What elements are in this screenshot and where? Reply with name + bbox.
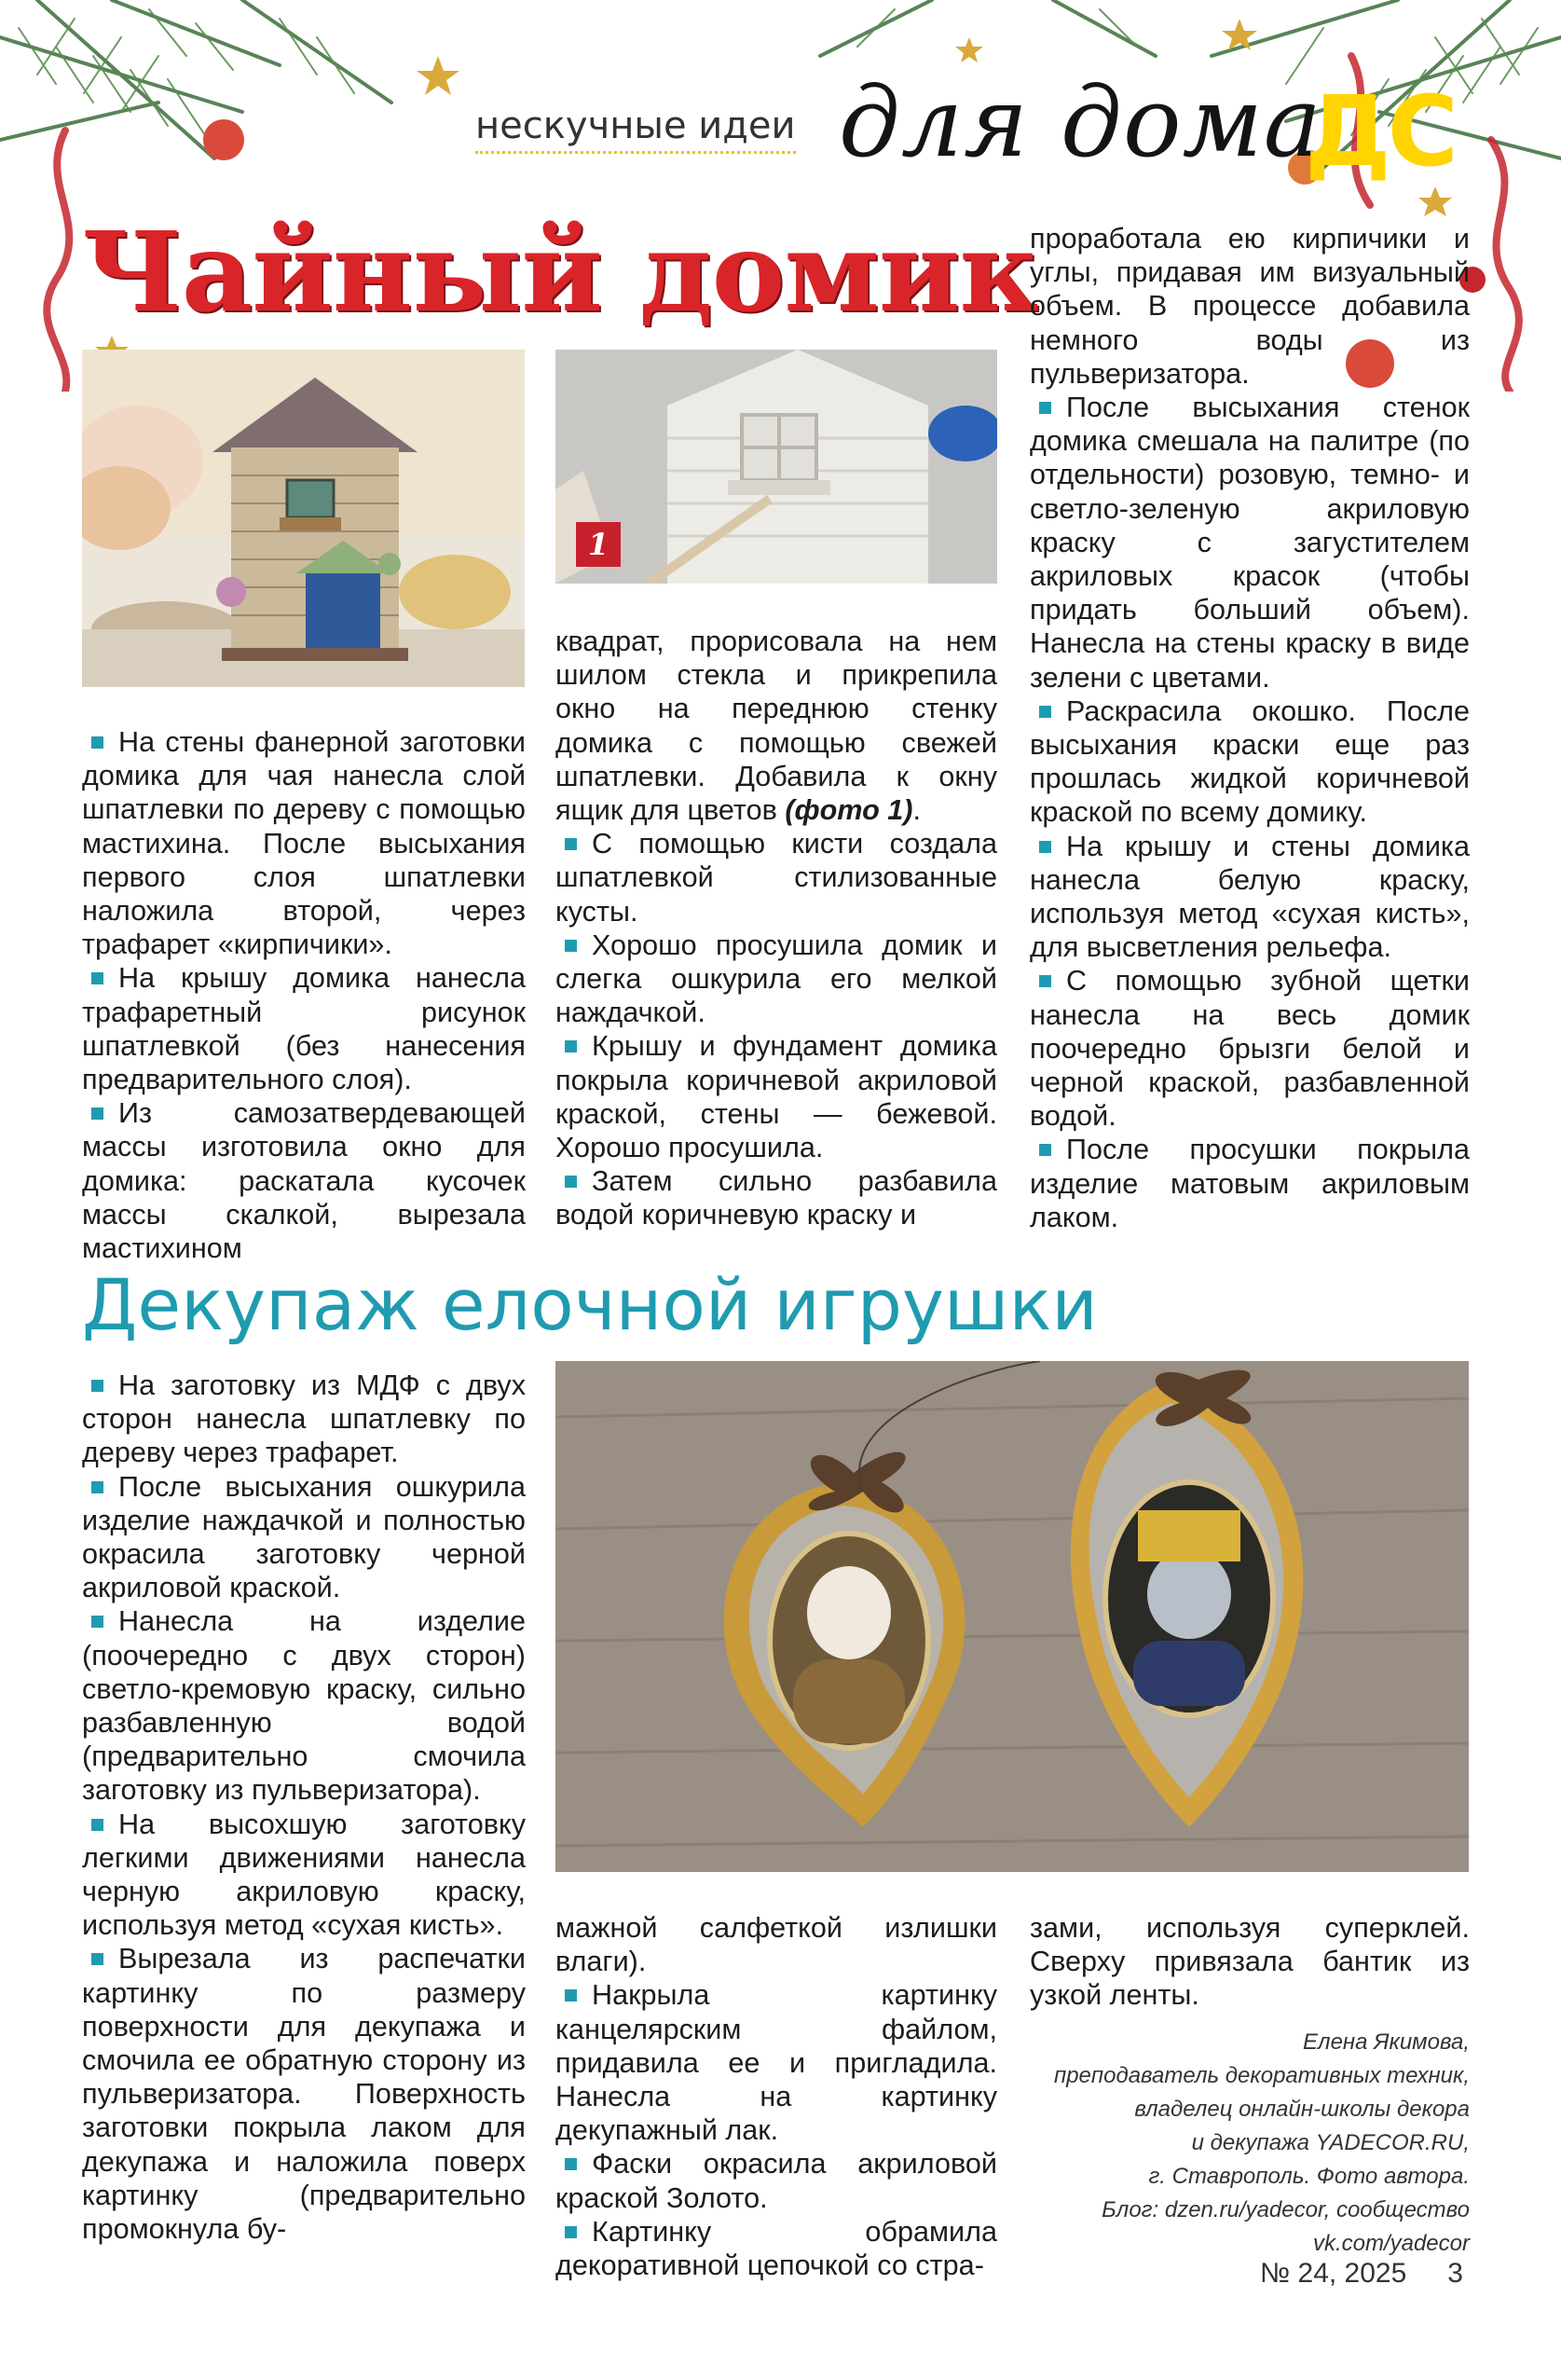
article1-column-2 <box>555 625 997 1232</box>
paragraph: мажной салфеткой излишки влаги). <box>555 1912 997 1978</box>
bullet-marker <box>565 2226 577 2238</box>
page-footer <box>1260 2258 1463 2290</box>
paragraph: С помощью зубной щетки нанесла на весь домик поочередно брызги белой и черной краской, разбавленной водой. <box>1030 965 1470 1133</box>
bullet-marker <box>91 736 103 749</box>
paragraph: На заготовку из МДФ с двух сторон нанесла шпатлевку по дереву через трафарет. <box>82 1369 526 1469</box>
page-number: 3 <box>1447 2258 1463 2289</box>
paragraph: На крышу и стены домика нанесла белую краску, используя метод «сухая кисть», для высветления рельефа. <box>1030 830 1470 964</box>
paragraph: Хорошо просушила домик и слегка ошкурила его мелкой наждачкой. <box>555 929 997 1029</box>
bullet-marker <box>565 940 577 952</box>
bullet-marker <box>565 1176 577 1188</box>
paragraph: проработала ею кирпичики и углы, придавая им визуальный объем. В процессе добавила немного воды из пульверизатора. <box>1030 223 1470 390</box>
bullet-marker <box>91 1953 103 1965</box>
paragraph: квадрат, прорисовала на нем шилом стекла и прикрепила окно на переднюю стенку домика с помощью свежей шпатлевки. Добавила к окну ящик для цветов (фото 1). <box>555 626 997 827</box>
tea-house-photo <box>82 350 525 687</box>
bullet-marker <box>91 1380 103 1392</box>
bullet-marker <box>91 972 103 984</box>
photo-number-badge: 1 <box>576 522 621 567</box>
paragraph: После высыхания стенок домика смешала на палитре (по отдельности) розовую, темно- и светло-зеленую акриловую краску с загустителем акриловых красок (чтобы придать больший объем). Нанесла на стены краску в виде зелени с цветами. <box>1030 392 1470 694</box>
paragraph: Фаски окрасила акриловой краской Золото. <box>555 2148 997 2214</box>
bullet-marker <box>565 1040 577 1052</box>
article1-column-1 <box>82 725 526 1265</box>
bullet-marker <box>91 1481 103 1493</box>
paragraph: На высохшую заготовку легкими движениями нанесла черную акриловую краску, используя метод «сухая кисть». <box>82 1808 526 1942</box>
paragraph: Вырезала из распечатки картинку по размеру поверхности для декупажа и смочила ее обратную сторону из пульверизатора. Поверхность заготовки покрыла лаком для декупажа и наложила поверх картинку (предварительно промокнула бу- <box>82 1943 526 2246</box>
bullet-marker <box>1039 706 1051 718</box>
author-line: преподаватель декоративных техник, <box>1053 2062 1470 2088</box>
article2-column-2 <box>555 1911 997 2282</box>
author-line: vk.com/yadecor <box>1312 2230 1470 2256</box>
bullet-marker <box>565 838 577 850</box>
bullet-marker <box>1039 975 1051 987</box>
paragraph: Затем сильно разбавила водой коричневую краску и <box>555 1165 997 1231</box>
bullet-marker <box>1039 402 1051 414</box>
paragraph: После высыхания ошкурила изделие наждачкой и полностью окрасила заготовку черной акриловой краской. <box>82 1470 526 1604</box>
paragraph: зами, используя суперклей. Сверху привязала бантик из узкой ленты. <box>1030 1912 1470 2012</box>
ornaments-photo <box>555 1361 1469 1872</box>
paragraph: Крышу и фундамент домика покрыла коричневой акриловой краской, стены — бежевой. Хорошо просушила. <box>555 1030 997 1164</box>
photo-reference: (фото 1) <box>785 794 913 827</box>
paragraph: С помощью кисти создала шпатлевкой стилизованные кусты. <box>555 828 997 928</box>
paragraph: Из самозатвердевающей массы изготовила окно для домика: раскатала кусочек массы скалкой, вырезала мастихином <box>82 1097 526 1265</box>
rubric-label: нескучные идеи <box>475 104 796 154</box>
author-name: Елена Якимова, <box>1303 2029 1470 2055</box>
article2-column-1 <box>82 1369 526 2246</box>
magazine-logo: ДС <box>1305 75 1455 188</box>
article1-column-3 <box>1030 222 1470 1234</box>
paragraph: На стены фанерной заготовки домика для чая нанесла слой шпатлевки по дереву с помощью мастихина. После высыхания первого слоя шпатлевки наложила второй, через трафарет «кирпичики». <box>82 726 526 961</box>
bullet-marker <box>91 1616 103 1628</box>
paragraph: Накрыла картинку канцелярским файлом, придавила ее и пригладила. Нанесла на картинку декупажный лак. <box>555 1979 997 2147</box>
article2-column-3 <box>1030 1911 1470 2261</box>
author-line: г. Ставрополь. Фото автора. <box>1148 2163 1470 2189</box>
bullet-marker <box>565 2158 577 2170</box>
article-title: Чайный домик <box>82 207 1038 337</box>
bullet-marker <box>91 1107 103 1120</box>
bullet-marker <box>1039 1144 1051 1156</box>
paragraph: На крышу домика нанесла трафаретный рисунок шпатлевкой (без нанесения предварительного слоя). <box>82 962 526 1096</box>
paragraph: Нанесла на изделие (поочередно с двух сторон) светло-кремовую краску, сильно разбавленную водой (предварительно смочила заготовку из пульверизатора). <box>82 1605 526 1807</box>
bullet-marker <box>91 1819 103 1831</box>
photo-1-window <box>555 350 997 584</box>
author-line: Блог: dzen.ru/yadecor, сообщество <box>1102 2196 1470 2222</box>
article2-title: Декупаж елочной игрушки <box>82 1263 1098 1346</box>
section-title: для дома <box>839 65 1322 179</box>
author-line: и декупажа YADECOR.RU, <box>1191 2129 1470 2155</box>
bullet-marker <box>565 1989 577 2002</box>
paragraph: После просушки покрыла изделие матовым акриловым лаком. <box>1030 1134 1470 1233</box>
issue-number: № 24, 2025 <box>1260 2258 1407 2289</box>
author-line: владелец онлайн-школы декора <box>1134 2096 1470 2122</box>
paragraph: Картинку обрамила декоративной цепочкой со стра- <box>555 2215 997 2282</box>
author-credit <box>1030 2026 1470 2261</box>
bullet-marker <box>1039 841 1051 853</box>
paragraph: Раскрасила окошко. После высыхания краски еще раз прошлась жидкой коричневой краской по всему домику. <box>1030 695 1470 829</box>
